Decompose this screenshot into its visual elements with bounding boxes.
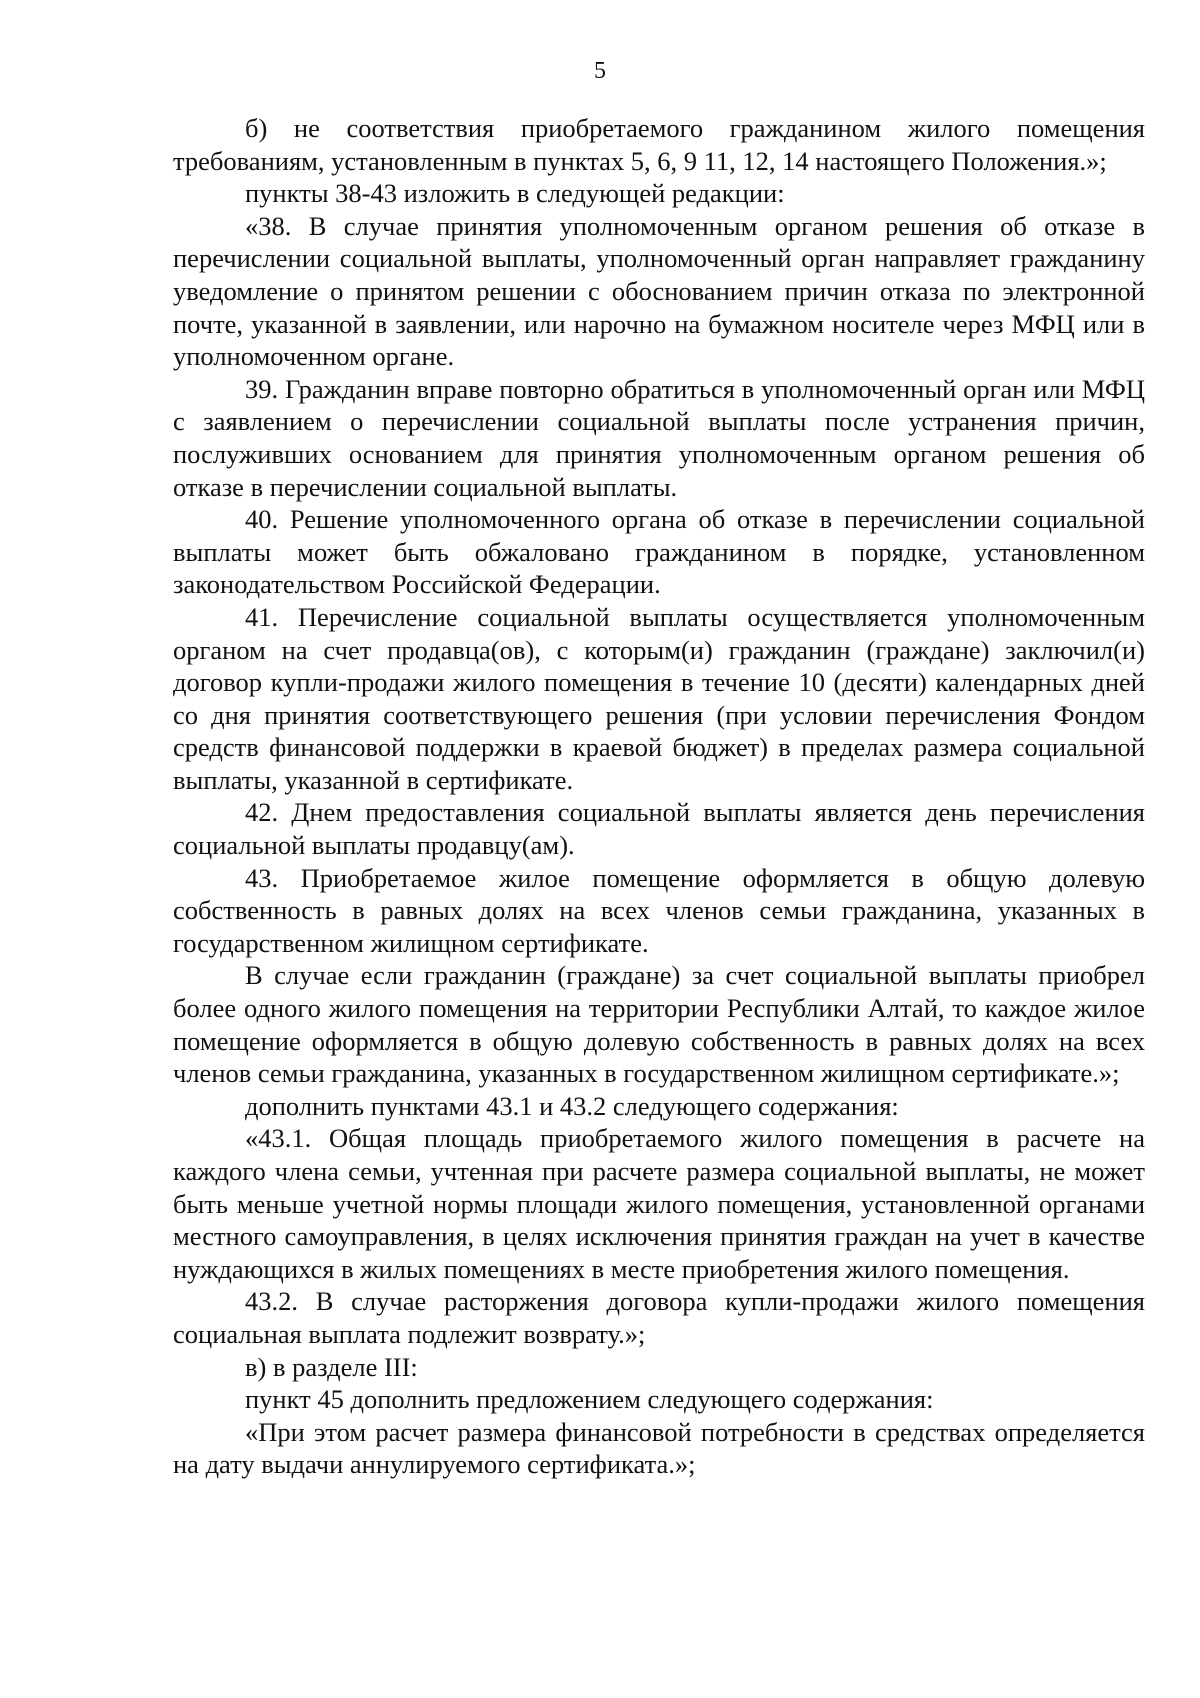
paragraph-item-40: 40. Решение уполномоченного органа об отказе в перечислении социальной выплаты может быть обжаловано гражданином в порядке, установленном законодательством Российской Федерации. [173,504,1145,600]
paragraph-item-38: «38. В случае принятия уполномоченным органом решения об отказе в перечислении социальной выплаты, уполномоченный орган направляет гражданину уведомление о принятом решении с обоснованием причин отказа по электронной почте, указанной в заявлении, или нарочно на бумажном носителе через МФЦ или в уполномоченном органе. [173,210,1145,372]
paragraph-item-45-addition: «При этом расчет размера финансовой потребности в средствах определяется на дату выдачи аннулируемого сертификата.»; [173,1416,1145,1480]
document-body [173,112,1145,1481]
paragraph-item-39: 39. Гражданин вправе повторно обратиться в уполномоченный орган или МФЦ с заявлением о перечислении социальной выплаты после устранения причин, послуживших основанием для принятия уполномоченным органом решения об отказе в перечислении социальной выплаты. [173,373,1145,502]
paragraph-item-43: 43. Приобретаемое жилое помещение оформляется в общую долевую собственность в равных долях на всех членов семьи гражданина, указанных в государственном жилищном сертификате. [173,862,1145,958]
paragraph-item-42: 42. Днем предоставления социальной выплаты является день перечисления социальной выплаты продавцу(ам). [173,797,1145,861]
paragraph-item-45-intro: пункт 45 дополнить предложением следующего содержания: [245,1384,934,1415]
paragraph-item-43-2: 43.2. В случае расторжения договора купли-продажи жилого помещения социальная выплата подлежит возврату.»; [173,1286,1145,1349]
page-number: 5 [594,58,606,84]
paragraph-item-41: 41. Перечисление социальной выплаты осуществляется уполномоченным органом на счет продавца(ов), с которым(и) гражданин (граждане) заключил(и) договор купли-продажи жилого помещения в течение 10 (десяти) календарных дней со дня принятия соответствующего решения (при условии перечисления Фондом средств финансовой поддержки в краевой бюджет) в пределах размера социальной выплаты, указанной в сертификате. [173,601,1145,795]
paragraph-items-38-43-intro: пункты 38-43 изложить в следующей редакции: [245,178,785,209]
paragraph-section-3: в) в разделе III: [245,1351,418,1382]
paragraph-b-nonconformity: б) не соответствия приобретаемого гражданином жилого помещения требованиям, установленным в пунктах 5, 6, 9 11, 12, 14 настоящего Положения.»; [173,113,1145,176]
paragraph-items-43-1-43-2-intro: дополнить пунктами 43.1 и 43.2 следующего содержания: [245,1090,899,1121]
paragraph-item-43-1: «43.1. Общая площадь приобретаемого жилого помещения в расчете на каждого члена семьи, учтенная при расчете размера социальной выплаты, не может быть меньше учетной нормы площади жилого помещения, установленной органами местного самоуправления, в целях исключения принятия граждан на учет в качестве нуждающихся в жилых помещениях в месте приобретения жилого помещения. [173,1123,1145,1284]
paragraph-item-43-continued: В случае если гражданин (граждане) за счет социальной выплаты приобрел более одного жилого помещения на территории Республики Алтай, то каждое жилое помещение оформляется в общую долевую собственность в равных долях на всех членов семьи гражданина, указанных в государственном жилищном сертификате.»; [173,960,1145,1089]
